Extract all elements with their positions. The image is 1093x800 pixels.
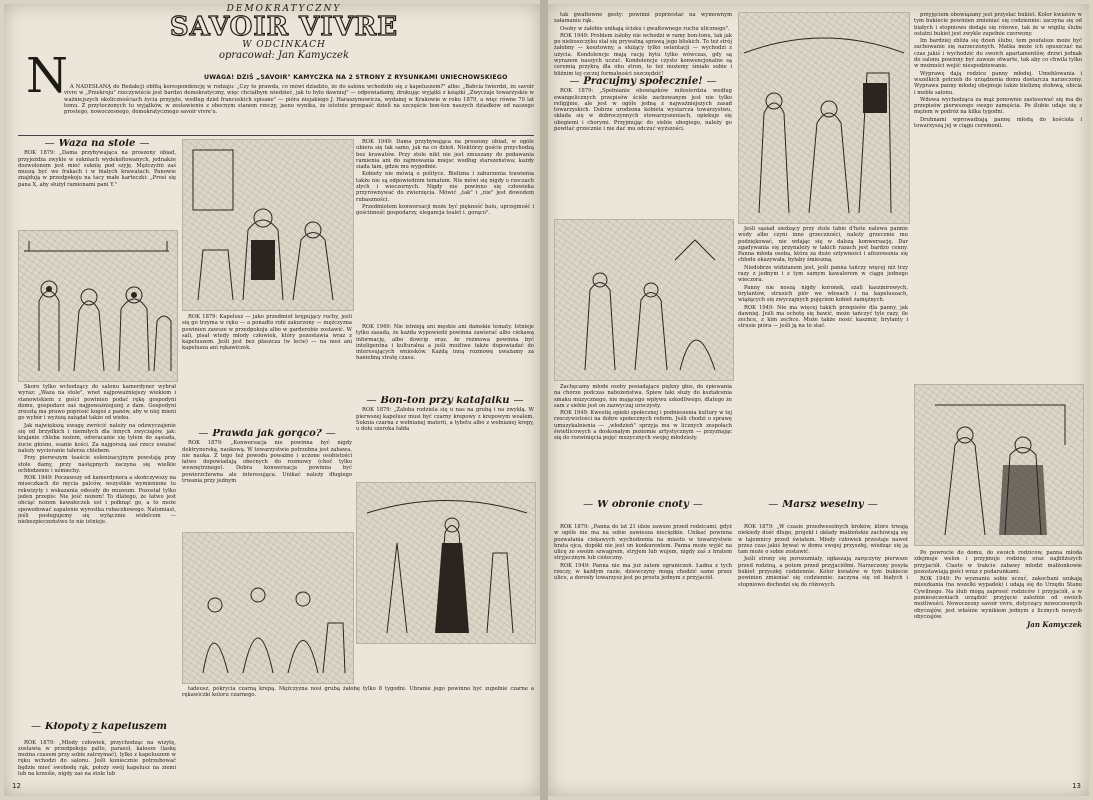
intro-text [64,84,534,132]
column-1-bottom [18,384,176,719]
paragraph: Po powrocie do domu, do swoich rodziców, panna młoda zdejmuje welon i przyjmuje rodzinę oraz najbliższych przyjaciół. Ciasto w trakcie zabawy młodzi małżonkowie pozostawiają gości wraz z podarunkami. [914,550,1082,575]
divider [18,135,534,136]
paragraph: Panny nie noszą nigdy koronek, szali kaszmirowych, brylantów, strusich piór we włosach i na kapeluszach, wiążących się zwyczajnych pojęciem kobiet zamężnych. [738,284,908,304]
paragraph: ROK 1949: Panna nie ma już zatem ograniczeń. Ładna z tych rzeczy, w każdym razie, dziewczyny mogą chodzić same przez ulice, a dorosły towarzysz jest po prostu jednym z przyjaciół. [554,562,732,582]
paragraph: ROK 1949: Nie istnieją ani męskie ani damskie tematy. Istnieje tylko zasada, że każda wypowiedź powinna zawierać albo ciekawą informację, albo dowcip oraz, że rozmowa powinna być inteligentna i kulturalna a jeśli możliwe także dopowiadać do interesujących wniosków. Każdą inną rozmowę uważamy za haniebną stratę czasu. [356,324,534,362]
salon-drawing [183,140,353,310]
paragraph: ROK 1879: „Żałoba rodziela się u nas na grubą i na zwykłą. W pierwszej kapelusz musi być czarny krepowy z krepowym woalem. Suknia czarna z wełnianej materii, a tybetu albo z wełnianej krepy, u dołu szeroka fałda [356,407,534,433]
illustration-charity [554,219,734,381]
illustration-wedding [914,384,1084,546]
left-page [4,4,540,796]
column-2-mid [182,314,352,424]
paragraph: ROK 1949: Poczawszy od kamerdynera a skończywszy na miseczkach do mycia palców, wszystkie wymienione tu rekwizyty i wskazania odeszły do muzeum. Pozostał tylko jeden przepis: Nie jeść nożem! To dlatego, że łatwo jest obciąć nożem kawałeczek ust i połknąć go, a to może spowodować zapalenie wyrostka robaczkowego. Natomiast, jeśli posługujemy się wyłącznie widelcem — niebezpieczeństwo to nie istnieje. [18,475,176,526]
section-title-klopoty: — Kłopoty z kapeluszem — [18,724,176,737]
paragraph: ROK 1879: „Panna do lat 21 idzie zawsze przed rodzicami, gdyż w ogóle nie ma na sobie zawiesza nieciężkie. Unikać powinna pozwalania ciekawych wychodzenia na miasto w towarzystwie brata ojca, dopóki nie jest on konkurentem. Panna może wyjść na ulicę ze swoim szwagrem, stryjem lub wujem, nigdy zaś z bratem stryjecznym lub cioteczny. [554,524,732,562]
paragraph: Wdowa wychodząca za mąż ponownie zastosować się ma do przepisów pierwszego swego zamęścia. Po ślubie udaje się z mężem w podróż na kilka tygodni. [914,96,1082,116]
paragraph: tak gwałtowne gesty: powinni poprzestać na wymownym załamaniu rąk. [554,12,732,25]
paragraph: Jeśli strony się porozumiały, ogłaszają zaręczyny pierwsze przed rodziną, a potem przed przyjaciółmi. Narzeczony posyła bukiet przyszłej codziennie. Kolor kwiatów w tym bukiecie powinien zmieniać się codziennie: zaczyna się od białych i stopniowo dochodzi się do różowych. [738,556,908,588]
illustration-street-scene [738,12,910,224]
paragraph: przyjęciem obowiązany jest przysłać bukiet. Kolor kwiatów w tym bukiecie powinien zmieniać się codziennie: zaczyna się od białych i stopniowo dodaje się różowe, tak że w wigilię ślubu ostatni bukiet jest zwykle zupełnie czerwony. [914,12,1082,37]
intro-paragraph: A NADESŁANĄ do Redakcji obfitą korespondencję w rodzaju: „Czy to prawda, co mówi dziadzio, że do salonu wchodziło się z kapeluszem?" albo: „Babcia twierdzi, że savoir vivre w „Przekroju" rzeczywiście jest bardzo demokratyczny, więc chciałbym wiedzieć, jak to było dawniej" — odpowiadamy, drukując wyjątki z książki „Zwyczaje towarzyskie w ważniejszych okolicznościach życia przyjęte, według dzieł francuskich spisane" — pióra niejakiego J. Haraszymowicza, wydanej w Krakowie w roku 1879, a więc równe 70 lat temu. Z przytoczonych tu wyjątków, w zestawieniu z obecnym stanem rzeczy, jasno wynika, że istotnie przepaść dzieli na szczęście bon-ton naszych dziadków od naszego prostego, nowoczesnego, demokratycznego savoir vivre'u. [64,84,534,116]
column-7-top [914,12,1082,312]
illustration-salon [182,139,354,311]
paragraph: ROK 1949: Po wyznaniu sobie uczuć, zakochani szukają mieszkania (na wszelki wypadek) i udają się do Urzędu Stanu Cywilnego. Na ślub mogą zaprosić rodziców i przyjaciół, a w pomieszczeniach urządzić przyjęcie zależnie od swoich możliwości. Nowoczesny savoir vivre, dotyczący nowoczesnych obyczajów, jest właśnie wynikiem jednym z licznych nowych obyczajów. [914,576,1082,620]
paragraph: ROK 1949: Dama przybywająca na proszony obiad, w ogóle ubiera się tak samo, jak na co dzień. Niektórzy goście przychodzą bez krawatów. Przy stole nikt nie jest zmuszany do podawania ramienia ani do zajmowania miejsc według starszeństwa; każdy siada tam, gdzie mu wygodnie. [356,139,534,171]
masthead-kicker: DEMOKRATYCZNY [226,4,342,14]
column-4-bottom [554,524,732,786]
column-4-more [554,154,732,224]
section-title-obronie: — W obronie cnoty — [554,502,732,508]
illustration-dinner-party [18,230,178,382]
paragraph: Jeśli sąsiad siedzący przy stole tabie d'hote nalewa pannie wody albo czyni inne grzeczności, należy grzecznie mu podziękować, nie wdając się w dalszą konwersację. Dar zgadywania się przynależy w takich razach jest bardzo cenny. Panna młoda osoba, która za dużo sztywności i afiszowania się chłodu okazywała, byłaby śmieszną. [738,226,908,264]
wedding-drawing [915,385,1083,545]
drop-cap: N [26,48,68,104]
paragraph: Kobiety nie mówią o polityce. Bielizna i zaburzenia trawienia także nie są odpowiednim tematem. Nie mówi się nigdy o rzeczach złych i wieczornych. Nigdy nie powinno się człowieka przyrównywać do zwierzęcia. Mówić „tak" i „nie" jest dowodem rubaszności. [356,171,534,203]
paragraph: ROK 1879: „Dama przybywająca na proszony obiad, przyjeżdża zwykle w sukniach wydekoltowanych, jednakże dozwolonem jest mieć suknię pod szyję. Mężczyźni zaś muszą być we frakach i w białych krawatach. Panowie znajdują w przedpokoju na tacy małe karteczki: „Prosi się pana X, aby służył ramionami pani Y." [18,150,176,188]
column-1-klopoty [18,722,176,787]
column-2-bottom [182,686,534,786]
paragraph: Przedmiotem konwersacji może być piękność balu, uprzejmość i gościnność gospodarzy, elegancja toalet i. gorąco". [356,203,534,217]
dinner-party-drawing [19,231,177,381]
paragraph: Niedobrze widzianem jest, jeśli panna tańczy więcej niż trzy razy z jednym i z tym samym kawalerem w ciągu jednego wieczora. [738,264,908,284]
street-scene-drawing [739,13,909,223]
ballroom-drawing [183,533,353,683]
masthead-subtitle: W ODCINKACH [242,40,326,50]
column-7-bottom [914,550,1082,786]
section-title-marsz: — Marsz weselny — [738,502,908,508]
paragraph: Skoro tylko wchodzący do salonu kamerdyner wybrał wyraz: „Waza na stole", wnet najpoważniejszy wiekiem i stanowiskiem z gości powinien podać rękę gospodyni domu, gospodarz zaś najpoważniejszej z dam. Gospodyni zresztą ma prawo poprosić kogoś z panów, aby w niej mieni go wybór i wyższą zażądał także od wieku. [18,384,176,422]
column-4-mid [554,384,732,494]
gutter [540,0,548,800]
masthead-title: SAVOIR VIVRE [169,12,399,42]
author-signature: Jan Kamyczek [1026,620,1082,630]
mourning-drawing [357,483,535,643]
column-3-mid [356,324,534,394]
paragraph: Wyprawę dają rodzice panny młodej. Umeblowania i wszelkich potrzeb do urządzenia domu dostarcza narzeczony. Wyprawa panny młodej obejmuje także bieliznę stołową, obicia i meble salonu. [914,70,1082,96]
paragraph: Zachęcamy młode osoby posiadające piękny głos, do śpiewania na chórze podczas nabożeństwa. Śpiew taki służy do kształcenia smaku muzycznego, nie mającego wpływu szkodliwego, dlatego że sam z siebie jest on zazwyczaj uroczysty. [554,384,732,409]
column-5-text [738,226,908,496]
paragraph: Osoby w żałobie unikają ścisku i gwałtownego ruchu ulicznego". [560,25,730,32]
paragraph: ROK 1879: „Spełnianie obowiązków miłosierdzia według ewangelicznych przepisów ściśle zachowanym jest nie tylko religijnie, ale jest w ogóle jedną z najważniejszych zasad towarzyskich. Dobrze urodzona kobieta wystarcza towarzystwu, składa się w dobroczynnych stowarzyszeniach, opiekuje się ubogiemi i chorymi. Przyjmując do siebie ubogiego, należy go powitać grzecznie i nie dać mu odczuć wyższości. [554,88,732,133]
section-title-bonton: — Bon-ton przy katafalku — [356,398,534,404]
paragraph: tadeusz, pokrycia czarną krepą. Mężczyzna nosi grubą żałobę tylko 8 tygodni. Ubranie jego powinno być zupełnie czarne a rękawiczki koloru czarnego. [182,686,534,699]
right-page [548,4,1089,796]
paragraph: ROK 1949: Nie ma więcej takich przepisów dla panny, jak dawniej. Jeśli ma ochotę się bawić, może tańczyć tyle razy, ile zechce, z kim zechce. Może także nosić kaszmir, brylanty i strusie pióra — jeśli ją na to stać. [738,304,908,330]
illustration-ballroom [182,532,354,684]
page-number-right: 13 [1072,782,1081,790]
paragraph: ROK 1879: „W czasie przedweselnych kroków, które trwają niekiedy dość długo, projekt i układy małżeńskie zachowują się w tajemnicy przed światem. Młody człowiek przestaje nawet przez czas jakiś bywać w domu swojej przyszłej, wiedząc się ją tam może o sobie zostawić. [738,524,908,556]
paragraph: Druhnami wprowadzają pannę młodą do kościoła i towarzyszą jej w ciągu ceremonii. [914,116,1082,130]
paragraph: ROK 1879: „Młody człowiek, przychodząc na wizytę, zostawia w przedpokoju palto, parasol, kalosze (laskę można czasem przy sobie zatrzymać), tylko z kapeluszem w ręku wchodzi do salonu. Jeśli koniecznie potrzebować będzie mieć swobodę rąk, położy swój kapelusz na ziemi lub na krześle, nigdy zaś na stole lub [18,739,176,778]
paragraph: ROK 1879: Kapelusz — jako przedmiot krępujący ruchy, jeśli się go trzyma w ręku — a ponadto robi zakurzony — mężczyzna powinien zawsze w przedpokoju albo w garderobie zostawić. W sali, pisał wtedy młody człowiek, który pozostawia wraz z kapeluszem. Jeśli jest bez płaszcza (w lecie) — na nosi ani kapelusza ani rękawiczek. [182,314,352,352]
masthead-author: opracował: Jan Kamyczek [218,50,350,61]
section-title-prawda: — Prawda jak gorąco? — [182,431,352,437]
paragraph: ROK 1879: „Konwersacja nie powinna być nigdy doktrynerską, naukową. W towarzystwie potrzebna jest zabawa, nie nauka. Z tego też powodu poważne i uczone osobistości łatwo dopowiadają obecnych do rozmowy (choć tylko wewnętrznego). Dobra konwersacja powinna być powierzchowna ale interesująca. Unikać należy długiego trwania przy jednym [182,440,352,485]
masthead [164,4,404,74]
section-title-waza: — Waza na stole — [18,141,176,147]
notice-line: UWAGA! DZIŚ „SAVOIR" KAMYCZKA NA 2 STRONY Z RYSUNKAMI UNIECHOWSKIEGO [204,74,508,81]
illustration-mourning [356,482,536,644]
paragraph: Przy pierwszym toaście solenizacyjnym powstają przy stole damy, przy następnych zaczyna się wielkie ochłodzenie i uśmiechy. [18,455,176,474]
column-3-bonton [356,396,534,476]
column-4-top [554,12,732,152]
column-2-prawda [182,429,352,529]
paragraph: ROK 1949: Kwestię opieki społecznej i podniesienia kultury w tej rzeczywistości na dobre społecznych reform. Jeśli chodzi o sprawę umuzykalnienia — „włodzień" sprzyja mu w licznych zespołach świetlicowych a doskonałym poziomie artystycznym — przyznając się do rozwinięcia pojęć muzycznych swojej młodzieży. [554,410,732,442]
charity-drawing [555,220,733,380]
paragraph: Im bardziej zbliża się dzień ślubu, tem poufalsze może być zachowanie się narzeczonych. Matka może ich opuszczać na czas jakiś i wychodzić do swoich apartamentów, drzwi jednak do salonu powinny być zawsze otwarte, tak aby co chwila tylko w możności wejść niespodziewanie. [914,38,1082,70]
column-3-top [356,139,534,319]
paragraph: ROK 1949: Problem żałoby nie wchodzi w ramy bon-tonu, tak jak po nieboszczyku stał się prywatną sprawą jego bliskich. To też strój żałobny — kosztowny, a służący tylko ostentacji — wychodzi z użycia. Kondolencje mają rację bytu tylko wówczas, gdy są wyrazem naszych uczuć. Kondolencje czysto konwencjonalne są ceremią przykrą dla obu stron, to też możemy śmiało sobie i bliźnim tej czczej formalności oszczędzić! [554,32,732,77]
section-title-pracujmy: — Pracujmy społecznie! — [554,79,732,85]
column-5-marsz [738,524,908,786]
paragraph: Jak największą uwagę zwrócić należy na odzwyczajenie się od brzydkich i niemiłych dla innych zwyczajów, jak: krajanie chleba nożem, odwracanie się tyłem do sąsiada, żucie głośno, ssanie kości. Za najgorszą zaś rzecz uważać należy wycieranie talerza chlebem. [18,422,176,454]
page-number-left: 12 [12,782,21,790]
